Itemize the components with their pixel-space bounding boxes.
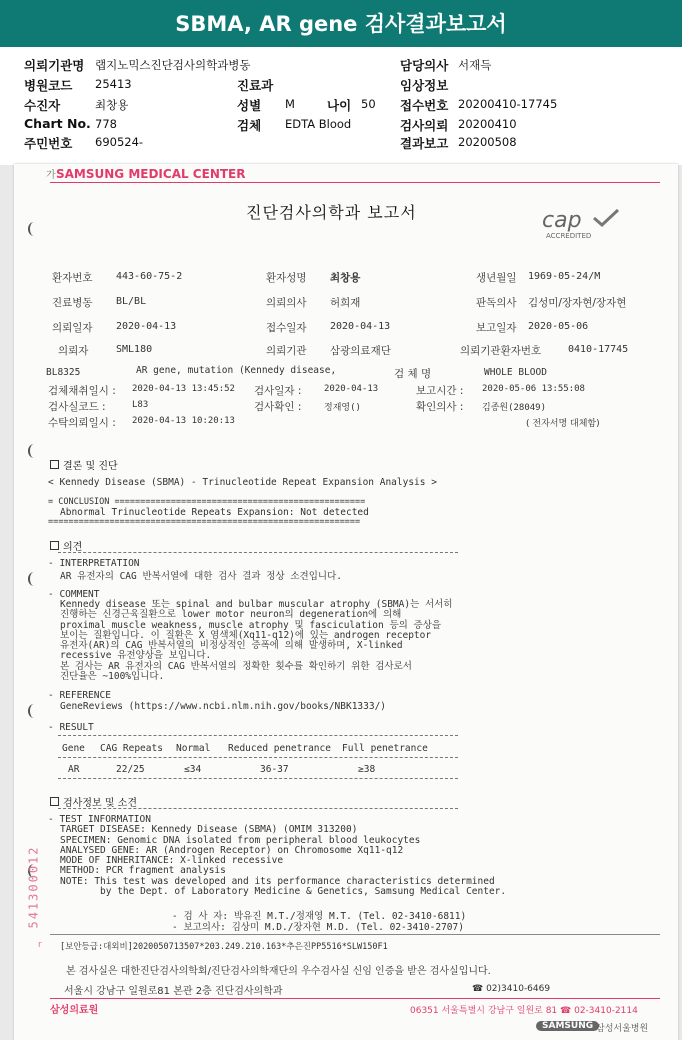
field-label: 진료병동	[52, 297, 93, 309]
header-label: 접수번호	[400, 98, 449, 113]
info-line: NOTE: This test was developed and its performance characteristics determined	[60, 875, 495, 887]
comment-line: 진단율은 ~100%입니다.	[60, 671, 165, 683]
test-information-block	[48, 815, 506, 897]
meta-label: 검사일자 :	[254, 385, 302, 397]
info-line: by the Dept. of Laboratory Medicine & Genetics, Samsung Medical Center.	[60, 886, 507, 898]
punch-hole-mark	[28, 222, 40, 236]
test-code: BL8325	[46, 367, 81, 378]
field-value: 1969-05-24/M	[528, 271, 601, 282]
header-label: 임상정보	[400, 78, 449, 93]
header-value: EDTA Blood	[285, 117, 352, 131]
divider	[50, 934, 660, 935]
info-line: ANALYSED GENE: AR (Androgen Receptor) on Chromosome Xq11-q12	[60, 844, 404, 856]
meta-value: 2020-04-13	[324, 384, 379, 394]
section-result	[50, 457, 118, 472]
header-label: 진료과	[237, 78, 274, 93]
interpretation-header: - INTERPRETATION	[48, 558, 140, 569]
serial-prefix: r	[38, 940, 42, 950]
info-line: SPECIMEN: Genomic DNA isolated from peripheral blood leukocytes	[60, 834, 421, 846]
table-header-cell: Full penetrance	[342, 743, 428, 754]
table-header-cell: Gene	[62, 743, 85, 754]
field-label: 의뢰기관환자번호	[460, 345, 542, 357]
header-value: 최창용	[95, 98, 129, 112]
info-line: TARGET DISEASE: Kennedy Disease (SBMA) (OMIM 313200)	[60, 824, 358, 836]
field-label: 접수일자	[266, 322, 307, 334]
header-value: 20200508	[458, 135, 517, 149]
test-name: AR gene, mutation (Kennedy disease,	[136, 365, 337, 376]
footer-address: 06351 서울특별시 강남구 일원로 81 ☎ 02-3410-2114	[410, 1006, 638, 1016]
field-value: SML180	[116, 344, 153, 355]
meta-value: 2020-05-06 13:55:08	[482, 384, 585, 394]
samsung-logo: SAMSUNG	[536, 1021, 599, 1031]
comment-line: recessive 유전양상을 보입니다.	[60, 650, 212, 662]
punch-hole-mark	[28, 572, 40, 586]
security-line: [보안등급:대외비]2020050713507*203.249.210.163*추은진PP5516*SLW150F1	[60, 942, 388, 952]
info-line: METHOD: PCR fragment analysis	[60, 865, 226, 877]
report-header	[0, 47, 682, 165]
cap-logo-text: cap	[542, 208, 582, 233]
divider	[58, 757, 458, 758]
comment-line: proximal muscle weakness, muscle atrophy 및 fasciculation 등의 증상을	[60, 619, 442, 631]
punch-hole-mark	[28, 704, 40, 718]
field-label: 의뢰자	[58, 345, 89, 357]
serial-stamp	[26, 836, 50, 950]
result-header: - RESULT	[48, 722, 94, 733]
field-label: 의뢰의사	[266, 297, 307, 309]
checkmark-icon	[592, 208, 620, 228]
header-label: 의뢰기관명	[24, 58, 85, 73]
punch-hole-mark	[28, 444, 40, 458]
header-label: 수진자	[24, 98, 61, 113]
field-label: 의뢰기관	[266, 345, 307, 357]
field-label: 의뢰일자	[52, 322, 93, 334]
field-value: BL/BL	[116, 296, 147, 307]
cap-accredited-logo	[542, 208, 622, 242]
scanned-report	[14, 164, 678, 1040]
comment-line: 진행하는 신경근육질환으로 lower motor neuron의 degeneration에 의해	[60, 609, 402, 621]
field-value: 2020-04-13	[116, 321, 177, 332]
field-value: 443-60-75-2	[116, 271, 183, 282]
hospital-logo: SAMSUNG MEDICAL CENTER	[56, 167, 246, 181]
header-label: 주민번호	[24, 136, 73, 151]
report-heading: 진단검사의학과 보고서	[246, 203, 417, 222]
footer-line	[50, 998, 660, 999]
header-label: 성별	[237, 98, 262, 113]
comment-line: 유전자(AR)의 CAG 반복서열의 비정상적인 증폭에 의해 발생하며, X-linked	[60, 640, 403, 652]
info-line: MODE OF INHERITANCE: X-linked recessive	[60, 855, 284, 867]
header-value: 서재득	[458, 58, 492, 72]
header-value: 690524-	[95, 135, 144, 149]
interpretation-text: AR 유전자의 CAG 반복서열에 대한 검사 결과 정상 소견입니다.	[60, 571, 342, 582]
lab-phone: ☎ 02)3410-6469	[472, 984, 551, 994]
analysis-title: < Kennedy Disease (SBMA) - Trinucleotide Repeat Expansion Analysis >	[48, 477, 437, 488]
conclusion-header: = CONCLUSION =================================================	[48, 497, 366, 507]
certification-text: 본 검사실은 대한진단검사의학회/진단검사의학재단의 우수검사실 신임 인증을 받은 검사실입니다.	[66, 966, 491, 977]
meta-label: 검사확인 :	[254, 401, 302, 413]
field-value: 2020-04-13	[330, 321, 391, 332]
header-label: 결과보고	[400, 136, 449, 151]
field-value: 2020-05-06	[528, 321, 589, 332]
signature-note: ( 전자서명 대체함)	[526, 419, 600, 429]
footer-brand: 삼성의료원	[50, 1005, 99, 1016]
header-label: Chart No.	[24, 116, 91, 131]
meta-label: 확인의사 :	[416, 401, 464, 413]
field-label: 환자번호	[52, 272, 93, 284]
lab-address: 서울시 강남구 일원로81 본관 2층 진단검사의학과	[64, 986, 283, 997]
header-label: 나이	[327, 98, 352, 113]
table-header-cell: Reduced penetrance	[228, 743, 331, 754]
reference-header: - REFERENCE	[48, 690, 111, 701]
header-value: 778	[95, 117, 117, 131]
field-value: 허희재	[330, 297, 361, 309]
square-bullet-icon	[50, 460, 59, 469]
serial-number: 541300012	[26, 845, 41, 929]
meta-label: 검사실코드 :	[48, 401, 106, 413]
comment-line: 보이는 질환입니다. 이 질환은 X 염색체(Xq11-q12)에 있는 androgen receptor	[60, 629, 432, 641]
header-value: 25413	[95, 77, 132, 91]
header-label: 검체	[237, 118, 262, 133]
field-value: 김성미/장자현/장자현	[528, 297, 627, 309]
specimen-label: 검 체 명	[394, 368, 432, 380]
divider	[58, 778, 458, 779]
header-label: 병원코드	[24, 78, 73, 93]
divider	[58, 808, 458, 809]
conclusion-rule: =============================================================	[48, 517, 361, 527]
field-value: 0410-17745	[568, 344, 629, 355]
table-cell: ≥38	[358, 764, 376, 775]
table-cell: ≤34	[184, 764, 202, 775]
meta-label: 보고시간 :	[416, 385, 464, 397]
info-line: - TEST INFORMATION	[48, 814, 151, 825]
divider	[58, 735, 458, 736]
section-opinion	[50, 538, 82, 553]
tester-info: - 검 사 자: 박유진 M.T./정재영 M.T. (Tel. 02-3410-6811)	[172, 911, 467, 922]
comment-line: 본 검사는 AR 유전자의 CAG 반복서열의 정확한 횟수를 확인하기 위한 검사로서	[60, 660, 412, 672]
section-title: 검사정보 및 소견	[63, 798, 137, 809]
logo-prefix: 가	[46, 170, 56, 181]
meta-label: 수탁의뢰일시 :	[48, 417, 116, 429]
divider	[58, 552, 458, 553]
header-value: M	[285, 97, 295, 111]
comment-line: Kennedy disease 또는 spinal and bulbar muscular atrophy (SBMA)는 서서히	[60, 599, 453, 610]
header-value: 랩지노믹스진단검사의학과병동	[95, 58, 251, 72]
meta-value: L83	[132, 400, 149, 410]
field-label: 보고일자	[476, 322, 517, 334]
table-cell: 36-37	[260, 764, 289, 775]
cap-accredited-label: ACCREDITED	[546, 232, 592, 240]
meta-value: 2020-04-13 10:20:13	[132, 416, 235, 426]
section-title: 결론 및 진단	[63, 461, 118, 472]
field-value: 삼광의료재단	[330, 345, 391, 357]
meta-label: 검체채취일시 :	[48, 385, 116, 397]
field-label: 환자성명	[266, 272, 307, 284]
table-cell: 22/25	[116, 764, 145, 775]
field-value: 최창용	[330, 272, 361, 284]
comment-header: - COMMENT	[48, 589, 100, 600]
reference-text: GeneReviews (https://www.ncbi.nlm.nih.gov/books/NBK1333/)	[60, 701, 387, 712]
meta-value: 김종원(28049)	[482, 403, 547, 413]
field-label: 판독의사	[476, 297, 517, 309]
comment-block	[60, 600, 453, 682]
square-bullet-icon	[50, 797, 59, 806]
table-header-cell: Normal	[176, 743, 211, 754]
samsung-hospital-logo: 삼성서울병원	[596, 1024, 649, 1034]
logo-underline	[50, 182, 660, 183]
section-title: 의견	[63, 542, 83, 553]
specimen-value: WHOLE BLOOD	[484, 367, 547, 378]
conclusion-text: Abnormal Trinucleotide Repeats Expansion: Not detected	[60, 507, 369, 518]
header-value: 20200410	[458, 117, 517, 131]
header-value: 20200410-17745	[458, 97, 558, 111]
meta-value: 정재영()	[324, 403, 361, 413]
section-test-info	[50, 794, 137, 809]
header-label: 검사의뢰	[400, 118, 449, 133]
field-label: 생년월일	[476, 272, 517, 284]
meta-value: 2020-04-13 13:45:52	[132, 384, 235, 394]
report-title-banner: SBMA, AR gene 검사결과보고서	[0, 0, 682, 47]
table-header-cell: CAG Repeats	[100, 743, 163, 754]
table-cell: AR	[68, 764, 80, 775]
square-bullet-icon	[50, 541, 59, 550]
header-value: 50	[361, 97, 376, 111]
header-label: 담당의사	[400, 58, 449, 73]
reporting-doctor-info: - 보고의사: 김상미 M.D./장자현 M.D. (Tel. 02-3410-2707)	[172, 922, 464, 933]
